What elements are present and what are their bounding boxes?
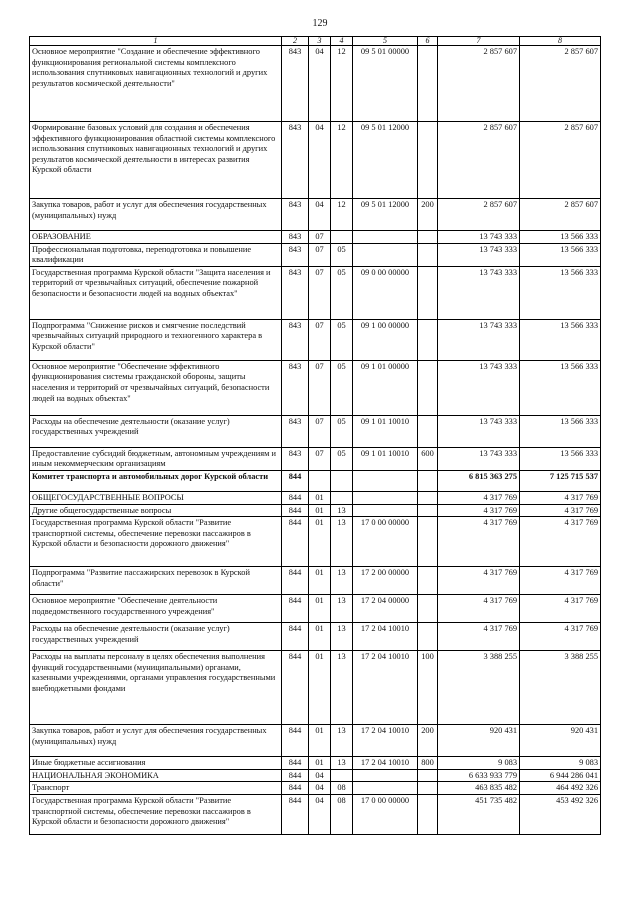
target-article-cell: 09 1 01 00000 [353,360,418,415]
row-name-cell: Транспорт [30,782,282,795]
amount-year2-cell: 4 317 769 [520,491,601,504]
amount-year1-cell: 2 857 607 [438,122,520,199]
subsection-cell: 13 [331,567,353,595]
amount-year1-cell: 463 835 482 [438,782,520,795]
table-row [30,567,601,595]
row-name-cell: Закупка товаров, работ и услуг для обеспечения государственных (муниципальных) нужд [30,199,282,231]
expense-type-cell [418,231,438,244]
amount-year2-cell: 13 566 333 [520,243,601,266]
section-cell: 01 [309,491,331,504]
target-article-cell: 09 1 00 00000 [353,319,418,360]
section-cell: 01 [309,517,331,567]
target-article-cell: 17 2 04 00000 [353,595,418,623]
expense-type-cell [418,769,438,782]
section-cell: 04 [309,794,331,834]
subsection-cell [331,769,353,782]
expense-type-cell [418,470,438,491]
amount-year2-cell: 464 492 326 [520,782,601,795]
grbs-cell: 843 [282,447,309,470]
section-cell: 04 [309,122,331,199]
subsection-cell: 05 [331,266,353,319]
row-name-cell: Государственная программа Курской области "Развитие транспортной системы, обеспечение перевозки пассажиров в Курской области и безопасности дорожного движения" [30,794,282,834]
budget-table [29,36,601,835]
section-cell: 01 [309,504,331,517]
target-article-cell: 17 2 04 10010 [353,725,418,757]
grbs-cell: 844 [282,794,309,834]
header-cell: 7 [438,37,520,46]
amount-year2-cell: 2 857 607 [520,46,601,122]
grbs-cell: 844 [282,782,309,795]
amount-year1-cell: 2 857 607 [438,46,520,122]
grbs-cell: 844 [282,651,309,725]
grbs-cell: 844 [282,623,309,651]
grbs-cell: 843 [282,243,309,266]
subsection-cell: 12 [331,46,353,122]
section-cell: 04 [309,769,331,782]
amount-year1-cell: 9 083 [438,757,520,770]
table-row [30,794,601,834]
table-row [30,725,601,757]
header-cell: 8 [520,37,601,46]
grbs-cell: 843 [282,360,309,415]
subsection-cell: 13 [331,725,353,757]
amount-year2-cell: 4 317 769 [520,623,601,651]
target-article-cell [353,243,418,266]
grbs-cell: 844 [282,491,309,504]
subsection-cell: 13 [331,517,353,567]
amount-year1-cell: 451 735 482 [438,794,520,834]
table-row [30,517,601,567]
section-cell: 07 [309,415,331,447]
section-cell: 04 [309,46,331,122]
target-article-cell: 09 5 01 12000 [353,122,418,199]
subsection-cell: 12 [331,122,353,199]
section-cell: 07 [309,319,331,360]
grbs-cell: 844 [282,504,309,517]
expense-type-cell [418,794,438,834]
grbs-cell: 843 [282,266,309,319]
table-row [30,623,601,651]
amount-year2-cell: 9 083 [520,757,601,770]
amount-year1-cell: 6 633 933 779 [438,769,520,782]
section-cell: 07 [309,360,331,415]
amount-year1-cell: 13 743 333 [438,231,520,244]
table-row [30,415,601,447]
row-name-cell: Расходы на обеспечение деятельности (оказание услуг) государственных учреждений [30,623,282,651]
grbs-cell: 844 [282,725,309,757]
subsection-cell: 13 [331,595,353,623]
table-row [30,782,601,795]
expense-type-cell [418,623,438,651]
amount-year2-cell: 4 317 769 [520,595,601,623]
amount-year2-cell: 6 944 286 041 [520,769,601,782]
expense-type-cell: 200 [418,199,438,231]
amount-year2-cell: 2 857 607 [520,122,601,199]
table-row [30,595,601,623]
amount-year1-cell: 13 743 333 [438,319,520,360]
expense-type-cell [418,122,438,199]
row-name-cell: ОБРАЗОВАНИЕ [30,231,282,244]
row-name-cell: Подпрограмма "Развитие пассажирских перевозок в Курской области" [30,567,282,595]
target-article-cell: 09 5 01 12000 [353,199,418,231]
subsection-cell: 12 [331,199,353,231]
table-row [30,504,601,517]
row-name-cell: Предоставление субсидий бюджетным, автономным учреждениям и иным некоммерческим организациям [30,447,282,470]
target-article-cell: 17 0 00 00000 [353,794,418,834]
expense-type-cell [418,517,438,567]
expense-type-cell [418,46,438,122]
target-article-cell [353,504,418,517]
amount-year1-cell: 4 317 769 [438,517,520,567]
expense-type-cell [418,243,438,266]
row-name-cell: Основное мероприятие "Обеспечение эффективного функционирования системы гражданской обороны, защиты населения и территорий от чрезвычайных ситуаций, безопасности людей на водных объектах" [30,360,282,415]
section-cell: 01 [309,623,331,651]
expense-type-cell: 200 [418,725,438,757]
subsection-cell [331,470,353,491]
subsection-cell: 13 [331,623,353,651]
target-article-cell: 09 5 01 00000 [353,46,418,122]
row-name-cell: Государственная программа Курской области "Развитие транспортной системы, обеспечение перевозки пассажиров в Курской области и безопасности дорожного движения" [30,517,282,567]
grbs-cell: 844 [282,769,309,782]
expense-type-cell [418,491,438,504]
amount-year1-cell: 13 743 333 [438,415,520,447]
amount-year1-cell: 13 743 333 [438,447,520,470]
expense-type-cell [418,415,438,447]
target-article-cell [353,231,418,244]
expense-type-cell [418,567,438,595]
row-name-cell: Основное мероприятие "Обеспечение деятельности подведомственного государственного учреждения" [30,595,282,623]
row-name-cell: Комитет транспорта и автомобильных дорог Курской области [30,470,282,491]
section-cell: 07 [309,447,331,470]
section-cell: 04 [309,199,331,231]
amount-year2-cell: 4 317 769 [520,517,601,567]
table-row [30,491,601,504]
grbs-cell: 844 [282,470,309,491]
table-row [30,757,601,770]
amount-year2-cell: 13 566 333 [520,360,601,415]
amount-year1-cell: 13 743 333 [438,243,520,266]
grbs-cell: 843 [282,231,309,244]
header-cell: 1 [30,37,282,46]
header-cell: 3 [309,37,331,46]
grbs-cell: 843 [282,199,309,231]
header-cell: 6 [418,37,438,46]
page-number: 129 [312,18,328,29]
amount-year2-cell: 13 566 333 [520,231,601,244]
expense-type-cell [418,319,438,360]
section-cell: 01 [309,651,331,725]
amount-year1-cell: 4 317 769 [438,595,520,623]
row-name-cell: Формирование базовых условий для создания и обеспечения эффективного функционирования областной системы комплексного использования спутниковых навигационных технологий и других результатов космической деятельности в интересах развития Курской области [30,122,282,199]
target-article-cell [353,491,418,504]
expense-type-cell [418,266,438,319]
subsection-cell: 13 [331,504,353,517]
expense-type-cell: 600 [418,447,438,470]
table-body [30,46,601,835]
amount-year2-cell: 4 317 769 [520,567,601,595]
subsection-cell: 05 [331,415,353,447]
amount-year1-cell: 6 815 363 275 [438,470,520,491]
expense-type-cell: 100 [418,651,438,725]
grbs-cell: 844 [282,567,309,595]
amount-year2-cell: 2 857 607 [520,199,601,231]
section-cell: 07 [309,231,331,244]
row-name-cell: ОБЩЕГОСУДАРСТВЕННЫЕ ВОПРОСЫ [30,491,282,504]
row-name-cell: Другие общегосударственные вопросы [30,504,282,517]
table-row [30,447,601,470]
row-name-cell: НАЦИОНАЛЬНАЯ ЭКОНОМИКА [30,769,282,782]
subsection-cell: 13 [331,757,353,770]
amount-year1-cell: 4 317 769 [438,567,520,595]
row-name-cell: Расходы на обеспечение деятельности (оказание услуг) государственных учреждений [30,415,282,447]
grbs-cell: 843 [282,46,309,122]
target-article-cell: 09 0 00 00000 [353,266,418,319]
grbs-cell: 844 [282,595,309,623]
section-cell: 07 [309,266,331,319]
section-cell: 01 [309,757,331,770]
row-name-cell: Государственная программа Курской области "Защита населения и территорий от чрезвычайных ситуаций, обеспечение пожарной безопасности и безопасности людей на водных объектах" [30,266,282,319]
header-cell: 5 [353,37,418,46]
amount-year1-cell: 2 857 607 [438,199,520,231]
subsection-cell: 05 [331,243,353,266]
target-article-cell [353,782,418,795]
target-article-cell: 09 1 01 10010 [353,447,418,470]
row-name-cell: Подпрограмма "Снижение рисков и смягчение последствий чрезвычайных ситуаций природного и техногенного характера в Курской области" [30,319,282,360]
subsection-cell: 05 [331,447,353,470]
amount-year2-cell: 7 125 715 537 [520,470,601,491]
table-header-row [30,37,601,46]
row-name-cell: Закупка товаров, работ и услуг для обеспечения государственных (муниципальных) нужд [30,725,282,757]
grbs-cell: 843 [282,319,309,360]
section-cell [309,470,331,491]
target-article-cell: 17 2 04 10010 [353,623,418,651]
table-row [30,46,601,122]
amount-year2-cell: 453 492 326 [520,794,601,834]
row-name-cell: Расходы на выплаты персоналу в целях обеспечения выполнения функций государственными (муниципальными) органами, казенными учреждениями, органами управления государственными внебюджетными фондами [30,651,282,725]
amount-year1-cell: 13 743 333 [438,266,520,319]
subsection-cell: 08 [331,794,353,834]
header-cell: 2 [282,37,309,46]
amount-year1-cell: 13 743 333 [438,360,520,415]
row-name-cell: Профессиональная подготовка, переподготовка и повышение квалификации [30,243,282,266]
row-name-cell: Основное мероприятие "Создание и обеспечение эффективного функционирования региональной системы комплексного использования спутниковых навигационных технологий и других результатов космической деятельности" [30,46,282,122]
expense-type-cell [418,782,438,795]
expense-type-cell [418,504,438,517]
section-cell: 01 [309,567,331,595]
table-row [30,651,601,725]
target-article-cell: 17 2 04 10010 [353,757,418,770]
target-article-cell: 17 2 04 10010 [353,651,418,725]
amount-year2-cell: 920 431 [520,725,601,757]
amount-year1-cell: 4 317 769 [438,491,520,504]
amount-year2-cell: 13 566 333 [520,319,601,360]
grbs-cell: 843 [282,415,309,447]
target-article-cell [353,470,418,491]
grbs-cell: 844 [282,517,309,567]
subsection-cell: 13 [331,651,353,725]
table-row [30,122,601,199]
section-cell: 01 [309,595,331,623]
subsection-cell: 05 [331,360,353,415]
amount-year1-cell: 3 388 255 [438,651,520,725]
table-row [30,769,601,782]
header-cell: 4 [331,37,353,46]
table-row [30,470,601,491]
target-article-cell: 17 2 00 00000 [353,567,418,595]
grbs-cell: 843 [282,122,309,199]
amount-year2-cell: 13 566 333 [520,447,601,470]
amount-year2-cell: 3 388 255 [520,651,601,725]
amount-year2-cell: 13 566 333 [520,415,601,447]
target-article-cell: 09 1 01 10010 [353,415,418,447]
table-row [30,243,601,266]
amount-year2-cell: 4 317 769 [520,504,601,517]
subsection-cell: 08 [331,782,353,795]
expense-type-cell: 800 [418,757,438,770]
subsection-cell: 05 [331,319,353,360]
target-article-cell: 17 0 00 00000 [353,517,418,567]
grbs-cell: 844 [282,757,309,770]
subsection-cell [331,231,353,244]
expense-type-cell [418,360,438,415]
table-row [30,199,601,231]
amount-year1-cell: 4 317 769 [438,504,520,517]
subsection-cell [331,491,353,504]
target-article-cell [353,769,418,782]
table-row [30,266,601,319]
table-row [30,231,601,244]
amount-year1-cell: 920 431 [438,725,520,757]
section-cell: 01 [309,725,331,757]
amount-year2-cell: 13 566 333 [520,266,601,319]
row-name-cell: Иные бюджетные ассигнования [30,757,282,770]
amount-year1-cell: 4 317 769 [438,623,520,651]
section-cell: 07 [309,243,331,266]
table-row [30,360,601,415]
section-cell: 04 [309,782,331,795]
table-row [30,319,601,360]
expense-type-cell [418,595,438,623]
